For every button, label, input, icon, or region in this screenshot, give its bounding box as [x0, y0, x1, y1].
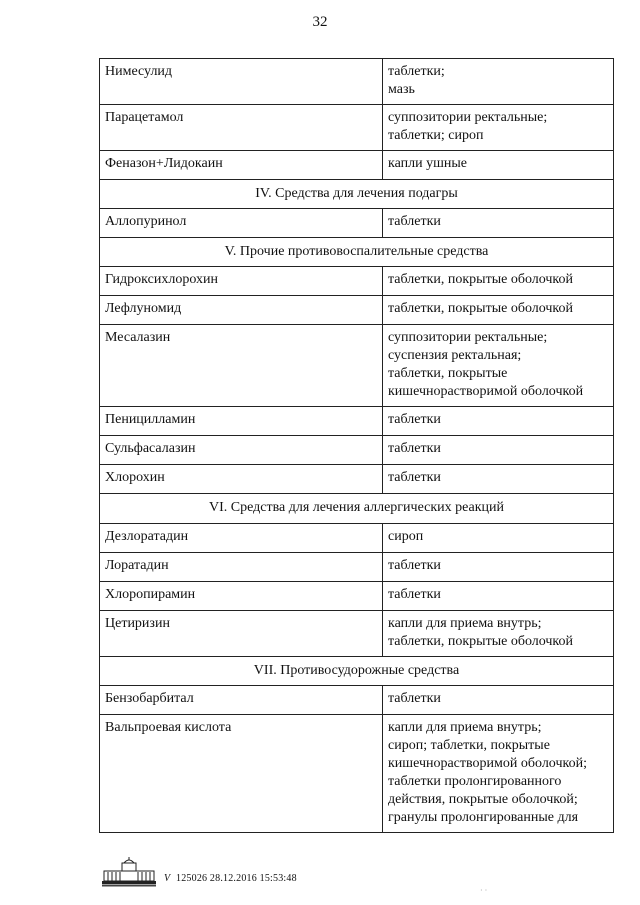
dosage-form-line: таблетки пролонгированного: [388, 774, 562, 789]
drug-row: [100, 267, 614, 296]
dosage-form-line: мазь: [388, 82, 415, 97]
dosage-form-line: капли для приема внутрь;: [388, 720, 542, 735]
table-body: [100, 59, 614, 833]
dosage-forms: [383, 686, 614, 715]
section-header-row: [100, 657, 614, 686]
dosage-forms: [383, 582, 614, 611]
drug-row: [100, 524, 614, 553]
dosage-form-line: таблетки;: [388, 64, 445, 79]
dosage-form-line: сироп; таблетки, покрытые: [388, 738, 550, 753]
drug-name: Нимесулид: [100, 59, 383, 105]
dosage-form-line: таблетки: [388, 691, 441, 706]
dosage-form-line: кишечнорастворимой оболочкой;: [388, 756, 587, 771]
page-number: 32: [312, 14, 328, 30]
drug-row: [100, 553, 614, 582]
footer-doc-number: 125026: [176, 873, 208, 884]
dosage-forms: [383, 325, 614, 407]
dosage-forms: [383, 209, 614, 238]
footer-datetime: 28.12.2016 15:53:48: [209, 873, 297, 884]
dosage-forms: [383, 611, 614, 657]
footer-mark: V: [164, 873, 171, 884]
dosage-forms: [383, 524, 614, 553]
drug-row: [100, 611, 614, 657]
dosage-form-line: таблетки, покрытые оболочкой: [388, 301, 574, 316]
dosage-form-line: таблетки, покрытые: [388, 366, 508, 381]
drug-row: [100, 209, 614, 238]
drug-name: Лефлуномид: [100, 296, 383, 325]
section-title: VII. Противосудорожные средства: [100, 657, 614, 686]
drug-name: Хлорохин: [100, 465, 383, 494]
section-header-row: [100, 494, 614, 524]
dosage-form-line: таблетки, покрытые оболочкой: [388, 272, 574, 287]
drug-name: Месалазин: [100, 325, 383, 407]
dosage-forms: [383, 105, 614, 151]
drug-name: Цетиризин: [100, 611, 383, 657]
drug-list-table: [99, 58, 614, 833]
dosage-form-line: таблетки; сироп: [388, 128, 484, 143]
scan-speck: · ·: [480, 886, 488, 895]
drug-row: [100, 105, 614, 151]
drug-row: [100, 715, 614, 833]
drug-row: [100, 686, 614, 715]
drug-name: Пеницилламин: [100, 407, 383, 436]
dosage-forms: [383, 296, 614, 325]
drug-row: [100, 296, 614, 325]
dosage-forms: [383, 715, 614, 833]
section-header-row: [100, 180, 614, 209]
drug-name: Аллопуринол: [100, 209, 383, 238]
dosage-form-line: капли для приема внутрь;: [388, 616, 542, 631]
section-header-row: [100, 238, 614, 267]
dosage-form-line: таблетки: [388, 441, 441, 456]
dosage-form-line: таблетки: [388, 470, 441, 485]
dosage-form-line: суспензия ректальная;: [388, 348, 522, 363]
section-title: VI. Средства для лечения аллергических реакций: [100, 494, 614, 524]
drug-name: Вальпроевая кислота: [100, 715, 383, 833]
drug-row: [100, 436, 614, 465]
building-emblem-icon: [100, 857, 158, 887]
dosage-form-line: суппозитории ректальные;: [388, 330, 548, 345]
section-title: V. Прочие противовоспалительные средства: [100, 238, 614, 267]
drug-row: [100, 59, 614, 105]
drug-name: Хлоропирамин: [100, 582, 383, 611]
drug-row: [100, 325, 614, 407]
dosage-form-line: таблетки: [388, 558, 441, 573]
dosage-form-line: таблетки, покрытые оболочкой: [388, 634, 574, 649]
dosage-forms: [383, 151, 614, 180]
drug-row: [100, 407, 614, 436]
drug-row: [100, 582, 614, 611]
dosage-forms: [383, 267, 614, 296]
dosage-form-line: сироп: [388, 529, 424, 544]
dosage-form-line: таблетки: [388, 587, 441, 602]
footer-stamp: [164, 873, 297, 884]
document-footer: [100, 857, 400, 889]
drug-row: [100, 465, 614, 494]
dosage-forms: [383, 59, 614, 105]
drug-name: Парацетамол: [100, 105, 383, 151]
dosage-form-line: действия, покрытые оболочкой;: [388, 792, 578, 807]
dosage-forms: [383, 436, 614, 465]
dosage-form-line: капли ушные: [388, 156, 467, 171]
dosage-forms: [383, 465, 614, 494]
dosage-form-line: суппозитории ректальные;: [388, 110, 548, 125]
dosage-form-line: таблетки: [388, 412, 441, 427]
dosage-form-line: таблетки: [388, 214, 441, 229]
drug-name: Дезлоратадин: [100, 524, 383, 553]
section-title: IV. Средства для лечения подагры: [100, 180, 614, 209]
dosage-forms: [383, 553, 614, 582]
drug-name: Сульфасалазин: [100, 436, 383, 465]
drug-row: [100, 151, 614, 180]
dosage-form-line: кишечнорастворимой оболочкой: [388, 384, 584, 399]
drug-name: Гидроксихлорохин: [100, 267, 383, 296]
drug-name: Феназон+Лидокаин: [100, 151, 383, 180]
dosage-form-line: гранулы пролонгированные для: [388, 810, 579, 825]
drug-name: Лоратадин: [100, 553, 383, 582]
drug-name: Бензобарбитал: [100, 686, 383, 715]
dosage-forms: [383, 407, 614, 436]
